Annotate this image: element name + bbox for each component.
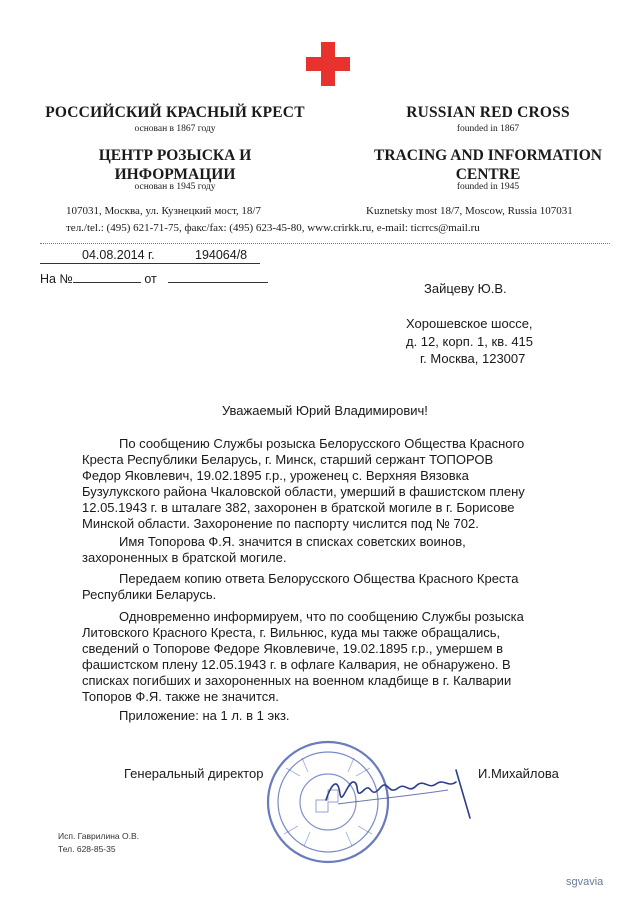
outgoing-date: 04.08.2014 г. (82, 248, 155, 262)
body-line: сведений о Топорове Федоре Яковлевиче, 19.02.1895 г.р., умершем в (82, 641, 504, 656)
executor-name: Исп. Гаврилина О.В. (58, 831, 140, 841)
recipient-addr-1: Хорошевское шоссе, (406, 316, 533, 331)
body-line: фашистском плену 12.05.1943 г. в офлаге Калвария, не обнаружено. В (82, 657, 511, 672)
recipient-addr-3: г. Москва, 123007 (420, 351, 526, 366)
body-line: Литовского Красного Креста, г. Вильнюс, куда мы также обращались, (82, 625, 501, 640)
watermark: sgvavia (566, 876, 604, 888)
body-line: По сообщению Службы розыска Белорусского Общества Красного (119, 436, 525, 451)
body-line: Приложение: на 1 л. в 1 экз. (119, 708, 290, 723)
dept-founded-en: founded in 1945 (456, 182, 520, 192)
dept-name-ru-line2: ИНФОРМАЦИИ (114, 166, 236, 183)
dept-name-ru-line1: ЦЕНТР РОЗЫСКА И (98, 147, 252, 164)
body-line: Передаем копию ответа Белорусского Общества Красного Креста (119, 571, 519, 586)
body-line: Креста Республики Беларусь, г. Минск, старший сержант ТОПОРОВ (82, 452, 494, 467)
org-founded-en: founded in 1867 (456, 124, 520, 134)
ot-label: от (144, 272, 157, 286)
na-label: На № (40, 272, 73, 286)
handwritten-signature (318, 760, 488, 820)
signatory-name: И.Михайлова (478, 766, 559, 781)
body-line: списках погибших и захороненных на военном кладбище в г. Калварии (82, 673, 512, 688)
address-en: Kuznetsky most 18/7, Moscow, Russia 107031 (366, 205, 573, 217)
org-name-ru: РОССИЙСКИЙ КРАСНЫЙ КРЕСТ (45, 104, 305, 121)
signatory-title: Генеральный директор (124, 766, 264, 781)
dept-name-en-line1: TRACING AND INFORMATION (374, 147, 602, 164)
executor-phone: Тел. 628-85-35 (58, 844, 116, 854)
dept-founded-ru: основан в 1945 году (134, 182, 216, 192)
body-line: Республики Беларусь. (82, 587, 217, 602)
body-line: Федор Яковлевич, 19.02.1895 г.р., уроженец с. Верхняя Вязовка (82, 468, 469, 483)
org-founded-ru: основан в 1867 году (134, 124, 216, 134)
body-line: Имя Топорова Ф.Я. значится в списках советских воинов, (119, 534, 466, 549)
address-ru: 107031, Москва, ул. Кузнецкий мост, 18/7 (66, 205, 261, 217)
body-line: 12.05.1943 г. в шталаге 382, захоронен в братской могиле в г. Борисове (82, 500, 515, 515)
contact-line: тел./tel.: (495) 621-71-75, факс/fax: (495) 623-45-80, www.crirkk.ru, e-mail: ticrrcs@mail.ru (66, 222, 480, 234)
recipient-name: Зайцеву Ю.В. (424, 281, 507, 296)
salutation: Уважаемый Юрий Владимирович! (222, 403, 428, 418)
recipient-addr-2: д. 12, корп. 1, кв. 415 (406, 334, 534, 349)
dept-name-en-line2: CENTRE (455, 166, 521, 183)
body-line: Минской области. Захоронение по паспорту числится под № 702. (82, 516, 479, 531)
outgoing-number: 194064/8 (195, 248, 248, 262)
body-line: Одновременно информируем, что по сообщению Службы розыска (119, 609, 524, 624)
org-name-en: RUSSIAN RED CROSS (406, 104, 570, 121)
body-line: Бузулукского района Чкаловской области, умерший в фашистском плену (82, 484, 525, 499)
body-line: захороненных в братской могиле. (82, 550, 287, 565)
body-line: Топоров Ф.Я. также не значится. (82, 689, 279, 704)
